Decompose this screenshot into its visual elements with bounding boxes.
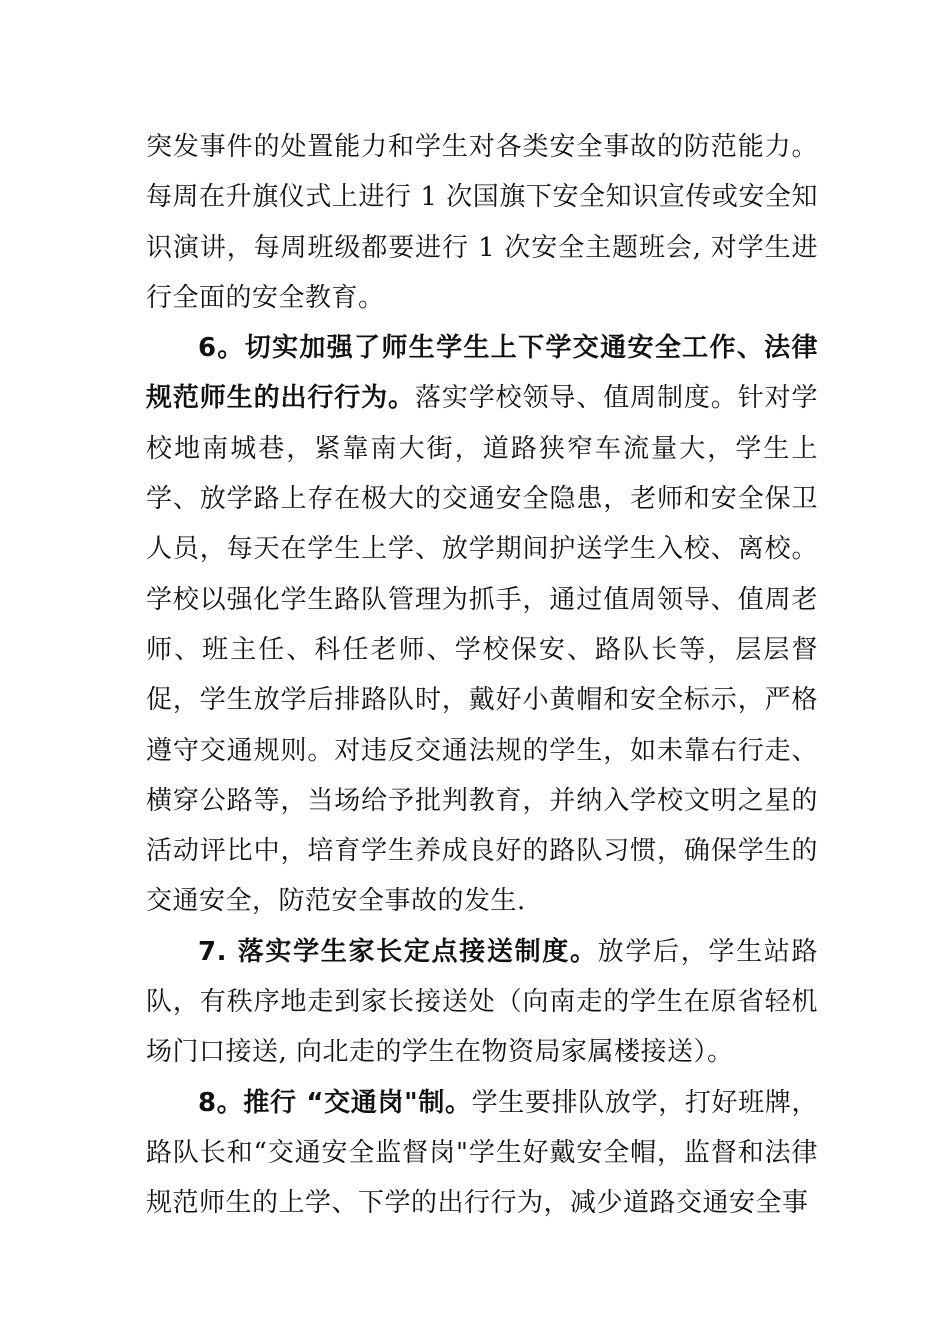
paragraph-text: 落实学校领导、值周制度。针对学校地南城巷，紧靠南大街，道路狭窄车流量大，学生上学、放学路上存在极大的交通安全隐患，老师和安全保卫人员，每天在学生上学、放学期间护送学生入校、离校。学校以强化学生路队管理为抓手，通过值周领导、值周老师、班主任、科任老师、学校保安、路队长等，层层督促，学生放学后排路队时，戴好小黄帽和安全标示，严格遵守交通规则。对违反交通法规的学生，如未靠右行走、横穿公路等，当场给予批判教育，并纳入学校文明之星的活动评比中，培育学生养成良好的路队习惯，确保学生的交通安全，防范安全事故的发生. <box>146 383 818 917</box>
paragraph-continuation <box>146 122 818 323</box>
paragraph-item-7 <box>146 927 818 1078</box>
paragraph-text: 突发事件的处置能力和学生对各类安全事故的防范能力。每周在升旗仪式上进行 1 次国旗下安全知识宣传或安全知识演讲，每周班级都要进行 1 次安全主题班会, 对学生进行全面的安全教育。 <box>146 132 818 313</box>
paragraph-item-8 <box>146 1078 818 1229</box>
paragraph-heading: 7. 落实学生家长定点接送制度。 <box>198 936 598 967</box>
document-body <box>146 122 818 1229</box>
paragraph-item-6 <box>146 323 818 927</box>
paragraph-heading: 8。推行 “交通岗"制。 <box>198 1087 472 1118</box>
paragraph-text: 学生要排队放学，打好班牌，路队长和“交通安全监督岗"学生好戴安全帽，监督和法律规范师生的上学、下学的出行行为，减少道路交通安全事 <box>146 1087 818 1219</box>
paragraph-text: 放学后，学生站路队，有秩序地走到家长接送处（向南走的学生在原省轻机场门口接送, 向北走的学生在物资局家属楼接送）。 <box>146 936 818 1068</box>
paragraph-heading: 6。切实加强了师生学生上下学交通安全工作、法律规范师生的出行行为。 <box>146 333 818 414</box>
